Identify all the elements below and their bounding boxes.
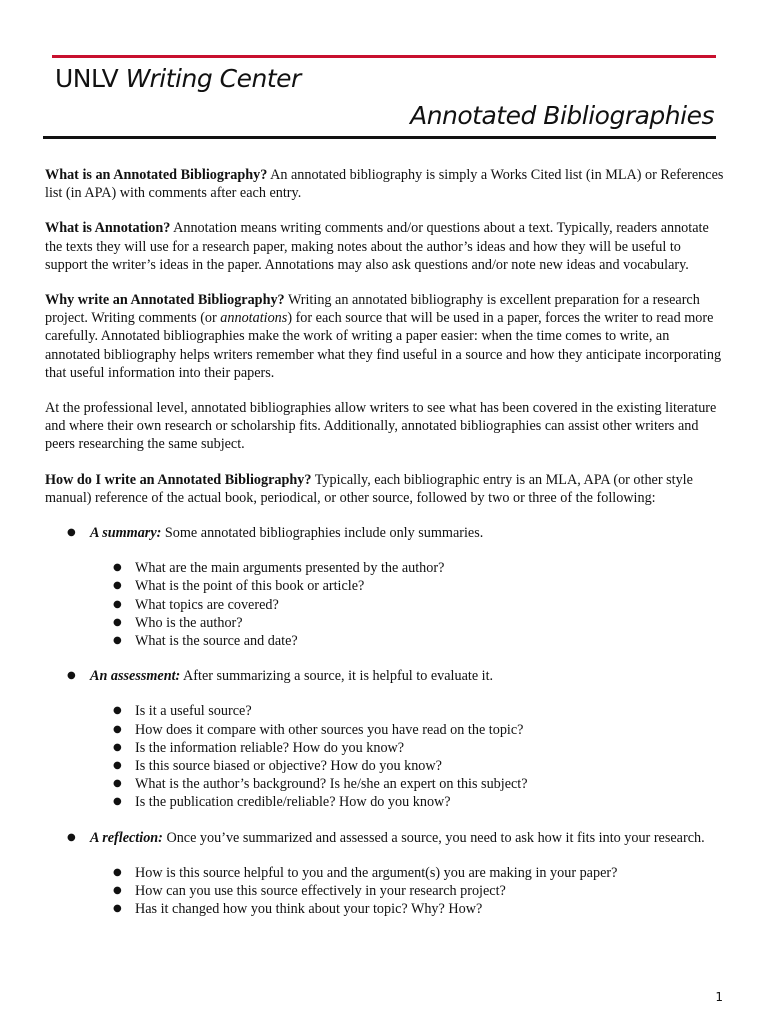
list-item: ● Is this source biased or objective? How do you know? (45, 757, 725, 775)
list-item: ● What is the author’s background? Is he/she an expert on this subject? (45, 775, 725, 793)
document-body (45, 166, 725, 936)
component-list (45, 667, 725, 685)
reflection-text: Once you’ve summarized and assessed a source, you need to ask how it fits into your research. (162, 829, 705, 846)
component-assessment (45, 667, 725, 685)
text-why-write-a: Writing an annotated bibliography is excellent preparation for a research project. Writing comments (or (45, 292, 700, 327)
text-what-is-annotation: Annotation means writing comments and/or questions about a text. Typically, readers annotate the texts they will use for a research paper, making notes about the author’s ideas and how they will be useful to support the writer’s ideas in the paper. Annotations may also ask questions and/or note new ideas and vocabulary. (45, 220, 709, 273)
list-item: ● Who is the author? (45, 614, 725, 632)
list-item: ● What is the source and date? (45, 632, 725, 650)
text-how-to: Typically, each bibliographic entry is an MLA, APA (or other style manual) reference of the actual book, periodical, or other source, followed by two or three of the following: (45, 471, 693, 506)
list-item: ● How does it compare with other sources you have read on the topic? (45, 721, 725, 739)
reflection-questions (45, 864, 725, 919)
assessment-label: An assessment: (90, 668, 181, 685)
list-item: ● Is the information reliable? How do you know? (45, 739, 725, 757)
reflection-label: A reflection: (90, 829, 163, 846)
assessment-text: After summarizing a source, it is helpful to evaluate it. (180, 668, 494, 685)
header-red-rule (52, 55, 716, 58)
para-why-write (45, 291, 725, 382)
page-number: 1 (715, 990, 723, 1004)
text-what-is-ab: An annotated bibliography is simply a Works Cited list (in MLA) or References list (in APA) with comments after each entry. (45, 167, 724, 202)
summary-text: Some annotated bibliographies include only summaries. (161, 525, 484, 542)
heading-how-to: How do I write an Annotated Bibliography? (45, 471, 312, 488)
summary-questions (45, 559, 725, 650)
component-list (45, 829, 725, 847)
list-item: ● Is the publication credible/reliable? How do you know? (45, 793, 725, 811)
component-list (45, 524, 725, 542)
list-item: ● Is it a useful source? (45, 702, 725, 720)
para-professional: At the professional level, annotated bibliographies allow writers to see what has been covered in the existing literature and where their own research or scholarship fits. Additionally, annotated bibliographies can assist other writers and peers researching the same subject. (45, 400, 717, 453)
document-title: Annotated Bibliographies (410, 101, 714, 130)
list-item: ● Has it changed how you think about your topic? Why? How? (45, 900, 725, 918)
header-black-rule (43, 136, 716, 139)
list-item: ● What is the point of this book or article? (45, 577, 725, 595)
assessment-questions (45, 702, 725, 811)
heading-why-write: Why write an Annotated Bibliography? (45, 292, 285, 309)
heading-what-is-ab: What is an Annotated Bibliography? (45, 167, 268, 183)
list-item: ● What are the main arguments presented by the author? (45, 559, 725, 577)
para-how-to (45, 471, 725, 507)
component-reflection (45, 829, 725, 847)
assessment-lead (90, 667, 725, 685)
component-summary (45, 524, 725, 542)
summary-label: A summary: (90, 525, 162, 542)
list-item: ● How is this source helpful to you and the argument(s) you are making in your paper? (45, 864, 725, 882)
header-org (55, 64, 301, 93)
para-what-is-annotation (45, 219, 725, 274)
para-what-is-ab (45, 166, 725, 202)
text-why-write-em: annotations (220, 310, 288, 327)
list-item: ● How can you use this source effectively in your research project? (45, 882, 725, 900)
center-name: Writing Center (125, 64, 301, 93)
summary-lead (90, 524, 725, 542)
heading-what-is-annotation: What is Annotation? (45, 220, 171, 237)
reflection-lead (90, 829, 725, 847)
list-item: ● What topics are covered? (45, 596, 725, 614)
text-why-write-b: ) for each source that will be used in a paper, forces the writer to read more carefully. Annotated bibliographies make the work of writing a paper easier: when the time comes to write, an annotated bibliography helps writers remember what they find useful in a source and how they anticipate incorporating that useful information into their papers. (45, 310, 722, 381)
org-name: UNLV (55, 64, 119, 93)
